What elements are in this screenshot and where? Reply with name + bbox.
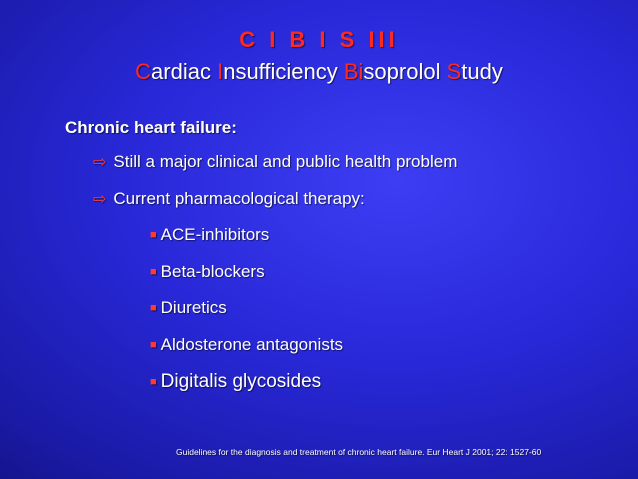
title-word-rest: tudy	[461, 59, 503, 84]
bullet-text: Still a major clinical and public health problem	[113, 152, 458, 171]
arrow-right-icon: ⇨	[93, 154, 107, 171]
title-word-rest: ardiac	[151, 59, 218, 84]
sub-bullet-item	[150, 335, 343, 355]
citation-footnote: Guidelines for the diagnosis and treatment of chronic heart failure. Eur Heart J 2001; 22: 1527-60	[176, 447, 542, 457]
title-highlight-letter: C	[135, 59, 152, 84]
title-word-rest: nsufficiency	[223, 59, 344, 84]
bullet-dot-icon: ■	[150, 266, 157, 278]
sub-bullet-text: ACE-inhibitors	[160, 225, 270, 244]
sub-bullet-item	[150, 298, 227, 318]
bullet-dot-icon: ■	[150, 376, 157, 388]
sub-bullet-item	[150, 262, 265, 282]
slide-title-acronym: C I B I S III	[239, 27, 399, 52]
bullet-dot-icon: ■	[150, 339, 157, 351]
section-heading: Chronic heart failure:	[65, 118, 237, 137]
sub-bullet-text: Beta-blockers	[160, 262, 265, 281]
sub-bullet-text: Aldosterone antagonists	[160, 335, 344, 354]
title-highlight-letter: I	[217, 59, 224, 84]
title-word-rest: soprolol	[363, 59, 447, 84]
sub-bullet-item	[150, 225, 269, 245]
title-highlight-letter: Bi	[343, 59, 364, 84]
sub-bullet-text: Digitalis glycosides	[160, 371, 322, 392]
bullet-item	[93, 152, 457, 172]
title-highlight-letter: S	[446, 59, 462, 84]
arrow-right-icon: ⇨	[93, 191, 107, 208]
bullet-item	[93, 189, 365, 209]
bullet-dot-icon: ■	[150, 229, 157, 241]
slide-title-full	[0, 59, 638, 85]
sub-bullet-text: Diuretics	[160, 298, 227, 317]
sub-bullet-item	[150, 371, 321, 393]
bullet-dot-icon: ■	[150, 302, 157, 314]
bullet-text: Current pharmacological therapy:	[113, 189, 365, 208]
